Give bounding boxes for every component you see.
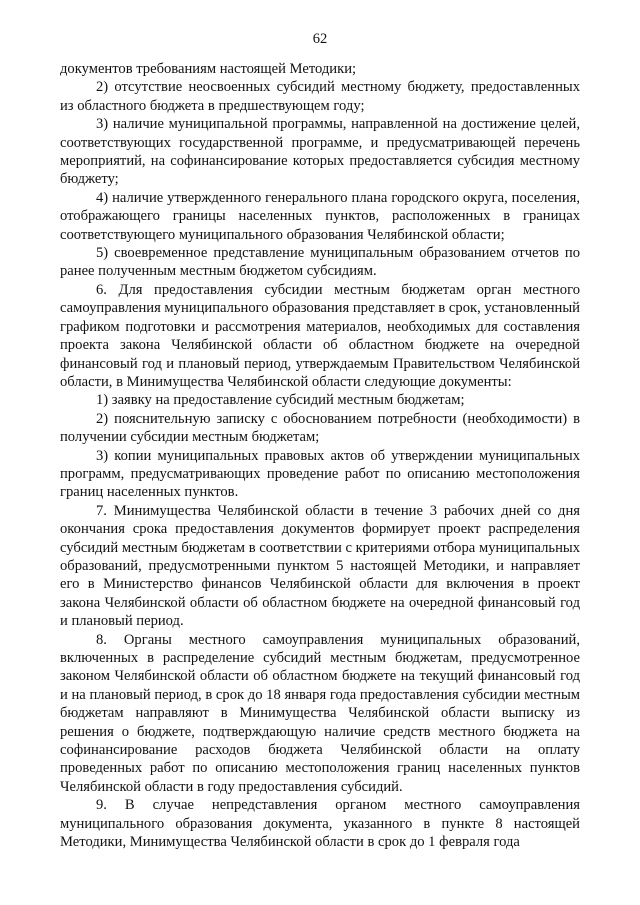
paragraph-doc-item-2: 2) пояснительную записку с обоснованием потребности (необходимости) в получении субсидии местным бюджетам; [60, 410, 580, 446]
paragraph-doc-item-1: 1) заявку на предоставление субсидий местным бюджетам; [96, 392, 465, 409]
paragraph-continuation: документов требованиям настоящей Методики; [60, 61, 357, 77]
paragraph-item-4: 4) наличие утвержденного генерального плана городского округа, поселения, отображающего границы населенных пунктов, расположенных в границах соответствующего муниципального образования Челябинской области; [60, 189, 580, 243]
page-number: 62 [312, 31, 328, 47]
paragraph-item-3: 3) наличие муниципальной программы, направленной на достижение целей, соответствующих государственной программе, и предусматривающей перечень мероприятий, на софинансирование которых предоставляется субсидия местному бюджету; [60, 116, 580, 188]
paragraph-item-5: 5) своевременное представление муниципальным образованием отчетов по ранее полученным местным бюджетом субсидиям. [60, 245, 580, 280]
paragraph-item-2: 2) отсутствие неосвоенных субсидий местному бюджету, предоставленных из областного бюджета в предшествующем году; [60, 79, 580, 114]
paragraph-section-6: 6. Для предоставления субсидии местным бюджетам орган местного самоуправления муниципального образования представляет в срок, установленный графиком подготовки и рассмотрения материалов, необходимых для составления проекта закона Челябинской области об областном бюджете на очередной финансовый год и плановый период, утверждаемым Правительством Челябинской области, в Минимущества Челябинской области следующие документы: [60, 281, 580, 390]
paragraph-section-7: 7. Минимущества Челябинской области в течение 3 рабочих дней со дня окончания срока предоставления документов формирует проект распределения субсидий местным бюджетам в соответствии с критериями отбора муниципальных образований, предусмотренными пунктом 5 настоящей Методики, и направляет его в Министерство финансов Челябинской области для включения в проект закона Челябинской области об областном бюджете на очередной финансовый год и плановый период. [60, 502, 580, 630]
paragraph-section-9: 9. В случае непредставления органом местного самоуправления муниципального образования документа, указанного в пункте 8 настоящей Методики, Минимущества Челябинской области в срок до 1 февраля года [60, 797, 580, 851]
paragraph-section-8: 8. Органы местного самоуправления муниципальных образований, включенных в распределение субсидий местным бюджетам, предусмотренное законом Челябинской области об областном бюджете на текущий финансовый год и на плановый период, в срок до 18 января года предоставления субсидии местным бюджетам направляют в Минимущества Челябинской области выписку из решения о бюджете, подтверждающую наличие средств местного бюджета на софинансирование расходов бюджета Челябинской области на оплату проведенных работ по описанию местоположения границ населенных пунктов Челябинской области в году предоставления субсидий. [60, 631, 580, 795]
paragraph-doc-item-3: 3) копии муниципальных правовых актов об утверждении муниципальных программ, предусматривающих проведение работ по описанию местоположения границ населенных пунктов. [60, 447, 580, 501]
document-page [60, 30, 580, 851]
